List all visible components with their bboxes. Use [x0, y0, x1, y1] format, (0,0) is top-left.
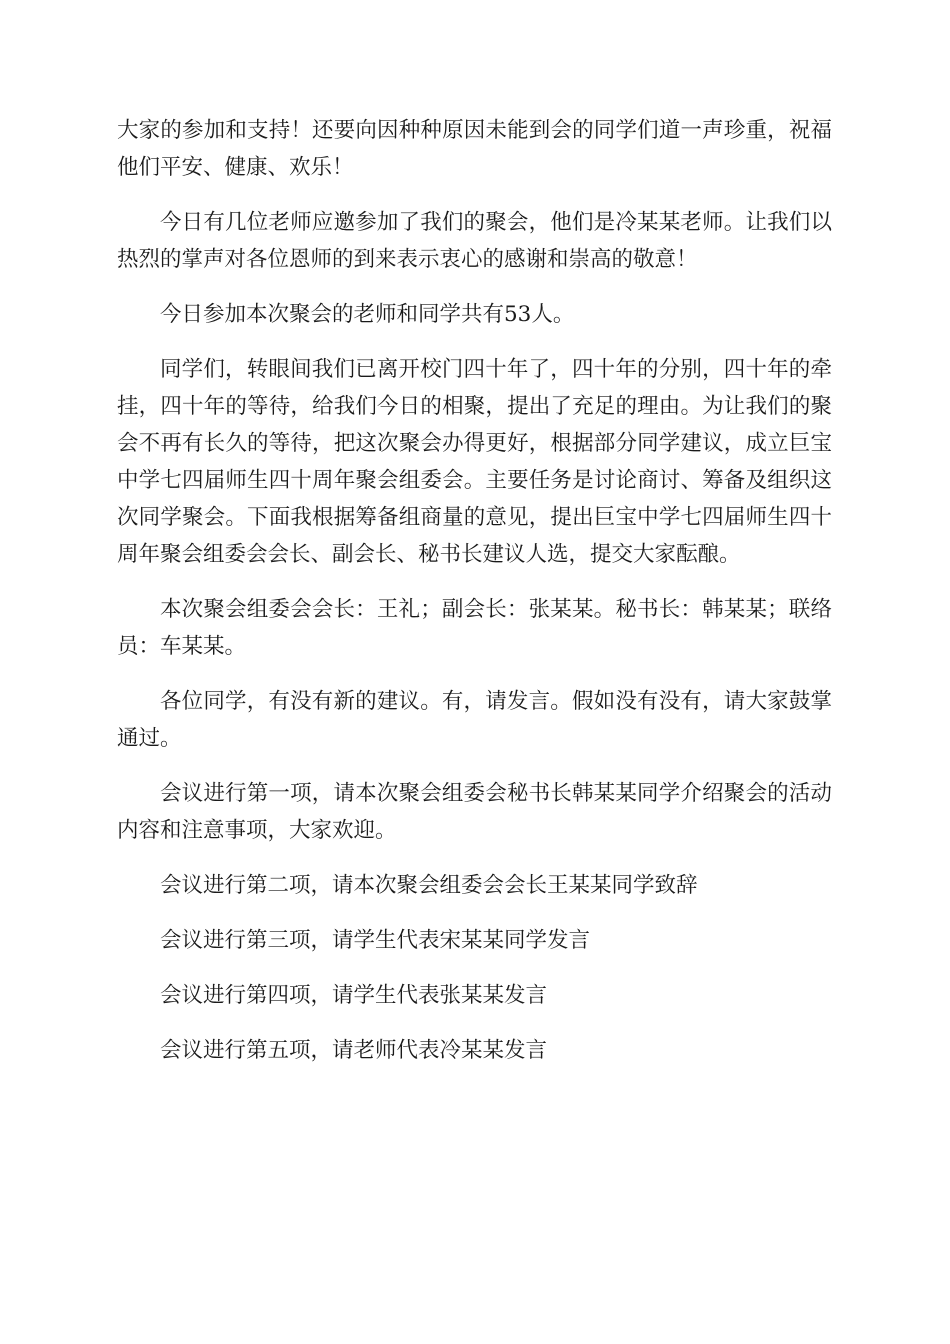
document-page [117, 112, 832, 1087]
paragraph-committee-members: 本次聚会组委会会长：王礼；副会长：张某某。秘书长：韩某某；联络员：车某某。 [117, 597, 832, 659]
paragraph-continued-thanks: 大家的参加和支持！还要向因种种原因未能到会的同学们道一声珍重，祝福他们平安、健康、欢乐！ [117, 118, 832, 180]
paragraph-attendance-count: 今日参加本次聚会的老师和同学共有53人。 [160, 302, 575, 327]
agenda-item-2: 会议进行第二项，请本次聚会组委会会长王某某同学致辞 [160, 873, 698, 898]
paragraph-committee-proposal: 同学们，转眼间我们已离开校门四十年了，四十年的分别，四十年的牵挂，四十年的等待，给我们今日的相聚，提出了充足的理由。为让我们的聚会不再有长久的等待，把这次聚会办得更好，根据部分同学建议，成立巨宝中学七四届师生四十周年聚会组委会。主要任务是讨论商讨、筹备及组织这次同学聚会。下面我根据筹备组商量的意见，提出巨宝中学七四届师生四十周年聚会组委会会长、副会长、秘书长建议人选，提交大家酝酿。 [117, 357, 832, 567]
paragraph-call-for-suggestions: 各位同学，有没有新的建议。有，请发言。假如没有没有，请大家鼓掌通过。 [117, 689, 832, 751]
agenda-item-1: 会议进行第一项，请本次聚会组委会秘书长韩某某同学介绍聚会的活动内容和注意事项，大家欢迎。 [117, 781, 832, 843]
agenda-item-5: 会议进行第五项，请老师代表冷某某发言 [160, 1038, 548, 1063]
agenda-item-3: 会议进行第三项，请学生代表宋某某同学发言 [160, 928, 591, 953]
agenda-item-4: 会议进行第四项，请学生代表张某某发言 [160, 983, 548, 1008]
paragraph-teachers-welcome: 今日有几位老师应邀参加了我们的聚会，他们是冷某某老师。让我们以热烈的掌声对各位恩师的到来表示衷心的感谢和崇高的敬意！ [117, 210, 832, 272]
